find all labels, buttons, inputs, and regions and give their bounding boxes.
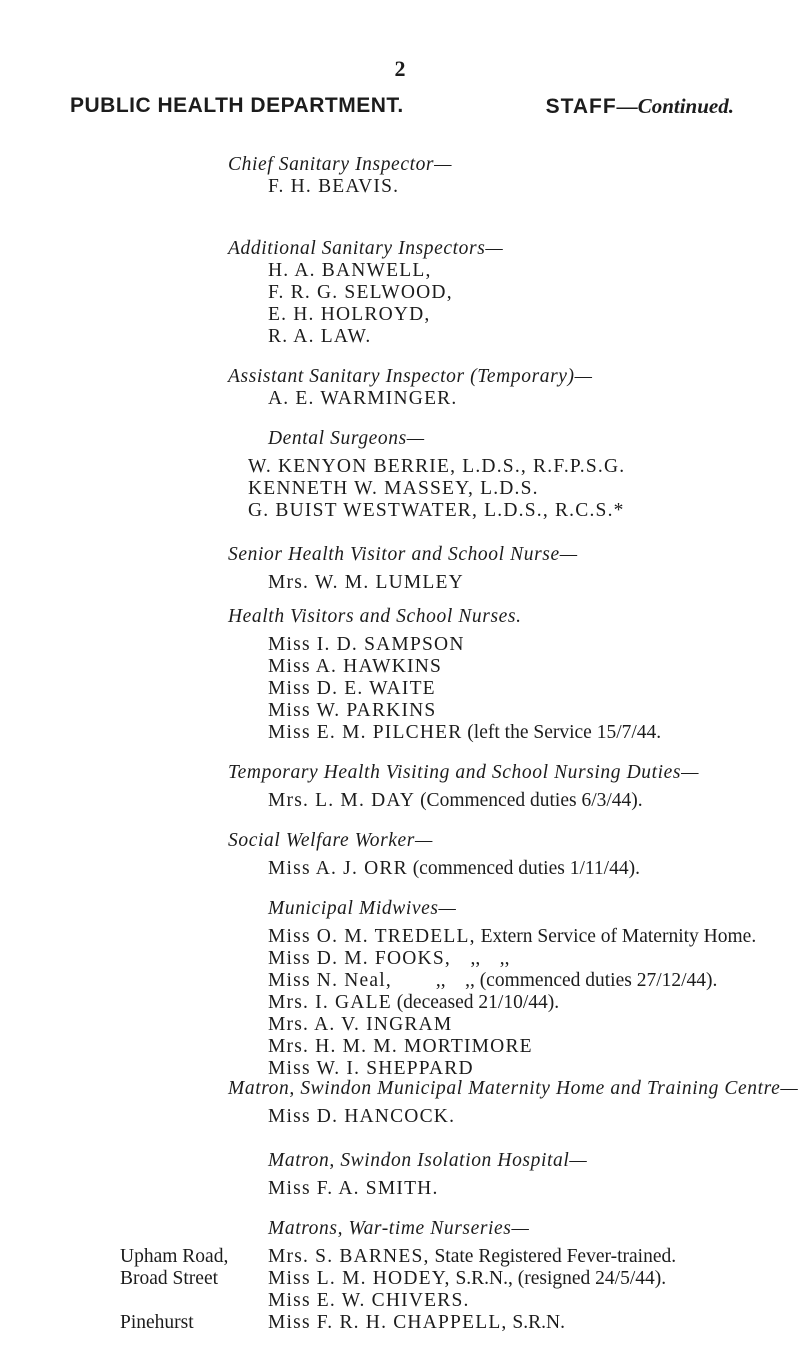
list-item: Miss D. E. WAITE	[268, 678, 436, 699]
section-title: Assistant Sanitary Inspector (Temporary)—	[228, 366, 593, 387]
section-title: Matrons, War-time Nurseries—	[268, 1218, 530, 1239]
temporary-duties-section	[228, 762, 699, 812]
social-welfare-section	[228, 830, 640, 880]
section-title: Municipal Midwives—	[268, 898, 457, 919]
section-title: Dental Surgeons—	[268, 428, 425, 449]
dental-surgeons-section	[268, 428, 425, 450]
list-item: Mrs. L. M. DAY (Commenced duties 6/3/44).	[268, 790, 643, 811]
dental-surgeon-names	[248, 456, 625, 522]
list-item: Miss A. J. ORR (commenced duties 1/11/44).	[268, 858, 640, 879]
additional-inspectors-section	[228, 238, 503, 348]
list-item: Miss D. M. FOOKS, ,, ,,	[268, 948, 510, 969]
nursery-place	[120, 1290, 228, 1312]
section-title: Social Welfare Worker—	[228, 830, 433, 851]
midwives-section	[228, 898, 756, 1080]
list-item: Miss A. HAWKINS	[268, 656, 443, 677]
section-title: Senior Health Visitor and School Nurse—	[228, 544, 578, 565]
nurseries-section	[268, 1218, 529, 1240]
staff-name: Mrs. W. M. LUMLEY	[268, 572, 464, 593]
health-visitors-section	[228, 606, 661, 744]
page-number: 2	[394, 56, 406, 81]
list-item: Miss F. R. H. CHAPPELL, S.R.N.	[268, 1312, 565, 1333]
staff-name: KENNETH W. MASSEY, L.D.S.	[248, 478, 539, 499]
list-item: Mrs. I. GALE (deceased 21/10/44).	[268, 992, 560, 1013]
section-title: Chief Sanitary Inspector—	[228, 154, 453, 175]
list-item: Miss E. W. CHIVERS.	[268, 1290, 470, 1311]
staff-name: F. H. BEAVIS.	[268, 176, 400, 197]
list-item: Mrs. S. BARNES, State Registered Fever-trained.	[268, 1246, 677, 1267]
staff-name: G. BUIST WESTWATER, L.D.S., R.C.S.*	[248, 500, 625, 521]
list-item: Mrs. A. V. INGRAM	[268, 1014, 453, 1035]
senior-visitor-section	[228, 544, 578, 594]
list-item: Miss O. M. TREDELL, Extern Service of Maternity Home.	[268, 926, 757, 947]
chief-inspector-section	[228, 154, 452, 198]
nurseries-places	[120, 1246, 228, 1334]
nursery-place: Broad Street	[120, 1268, 219, 1289]
list-item: Mrs. H. M. M. MORTIMORE	[268, 1036, 533, 1057]
staff-name: H. A. BANWELL,	[268, 260, 432, 281]
staff-heading-continued: —Continued.	[616, 94, 734, 118]
section-title: Health Visitors and School Nurses.	[228, 606, 522, 627]
list-item: Miss N. Neal, ,, ,, (commenced duties 27/12/44).	[268, 970, 718, 991]
staff-heading	[546, 94, 734, 119]
list-item: Miss I. D. SAMPSON	[268, 634, 465, 655]
list-item: Miss L. M. HODEY, S.R.N., (resigned 24/5/44).	[268, 1268, 667, 1289]
assistant-inspector-section	[228, 366, 593, 410]
staff-name: E. H. HOLROYD,	[268, 304, 431, 325]
list-item: Miss E. M. PILCHER (left the Service 15/7/44.	[268, 722, 662, 743]
list-item: Miss W. PARKINS	[268, 700, 437, 721]
nurseries-matrons	[268, 1246, 676, 1334]
department-heading: PUBLIC HEALTH DEPARTMENT.	[70, 94, 404, 117]
section-title: Temporary Health Visiting and School Nursing Duties—	[228, 762, 700, 783]
section-title: Matron, Swindon Isolation Hospital—	[268, 1150, 588, 1171]
staff-name: A. E. WARMINGER.	[268, 388, 458, 409]
staff-heading-main: STAFF	[545, 95, 617, 118]
list-item: Miss W. I. SHEPPARD	[268, 1058, 474, 1079]
staff-name: W. KENYON BERRIE, L.D.S., R.F.P.S.G.	[248, 456, 626, 477]
staff-name: F. R. G. SELWOOD,	[268, 282, 453, 303]
staff-name: Miss F. A. SMITH.	[268, 1178, 439, 1199]
section-title: Additional Sanitary Inspectors—	[228, 238, 504, 259]
nursery-place: Upham Road,	[120, 1246, 229, 1267]
staff-name: R. A. LAW.	[268, 326, 372, 347]
staff-name: Miss D. HANCOCK.	[268, 1106, 456, 1127]
nursery-place: Pinehurst	[120, 1312, 194, 1333]
matron-maternity-section	[228, 1078, 798, 1128]
section-title: Matron, Swindon Municipal Maternity Home and Training Centre—	[228, 1078, 799, 1099]
matron-isolation-section	[268, 1150, 587, 1200]
